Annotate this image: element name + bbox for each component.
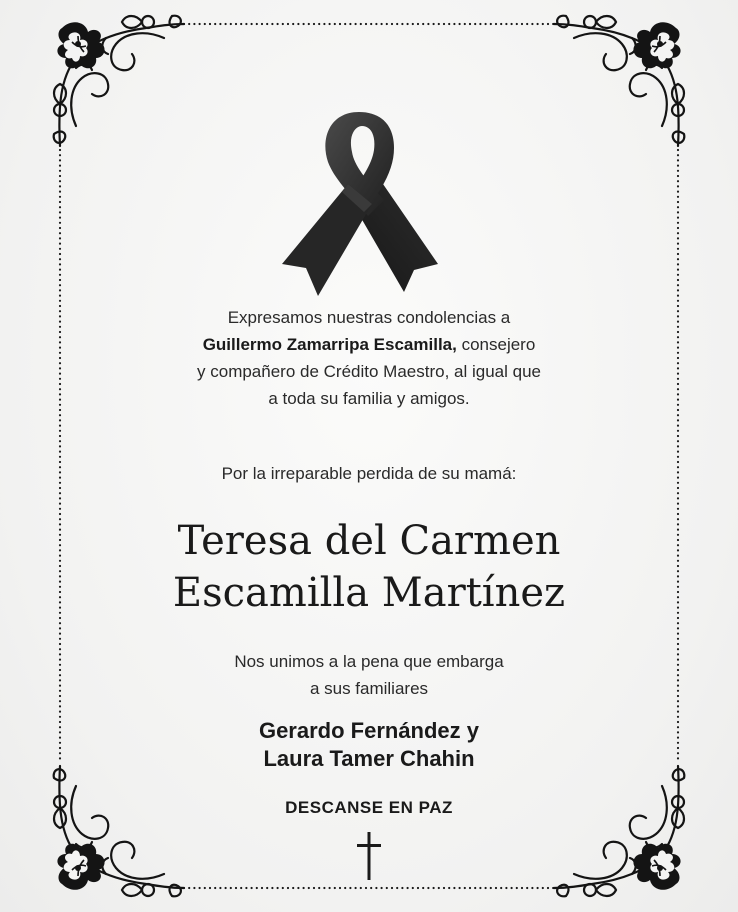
- condolence-line-2: [0, 331, 738, 358]
- honoree-suffix: consejero: [456, 335, 536, 354]
- corner-ornament-bottom-left: [46, 764, 186, 904]
- deceased-name: [0, 515, 738, 619]
- sender-names: [0, 717, 738, 773]
- condolence-line-4: a toda su familia y amigos.: [268, 389, 470, 408]
- sender-line-1: Gerardo Fernández y: [258, 718, 480, 743]
- sender-line-2: Laura Tamer Chahin: [263, 746, 475, 771]
- deceased-name-line-1: Teresa del Carmen: [177, 518, 561, 564]
- corner-ornament-top-right: [552, 8, 692, 148]
- loss-statement: Por la irreparable perdida de su mamá:: [221, 464, 517, 483]
- mourning-ribbon-icon: [276, 104, 442, 300]
- honoree-name: Guillermo Zamarripa Escamilla,: [202, 335, 457, 354]
- corner-ornament-bottom-right: [552, 764, 692, 904]
- cross-icon: [356, 832, 382, 880]
- deceased-name-line-2: Escamilla Martínez: [172, 570, 566, 616]
- rest-in-peace-text: DESCANSE EN PAZ: [285, 798, 453, 817]
- sympathy-line-2: a sus familiares: [309, 679, 429, 698]
- condolence-line-3: y compañero de Crédito Maestro, al igual que: [197, 362, 541, 381]
- condolence-line-1: Expresamos nuestras condolencias a: [227, 308, 511, 327]
- sympathy-line-1: Nos unimos a la pena que embarga: [234, 652, 504, 671]
- sympathy-message: [0, 648, 738, 702]
- corner-ornament-top-left: [46, 8, 186, 148]
- condolence-message: [0, 304, 738, 412]
